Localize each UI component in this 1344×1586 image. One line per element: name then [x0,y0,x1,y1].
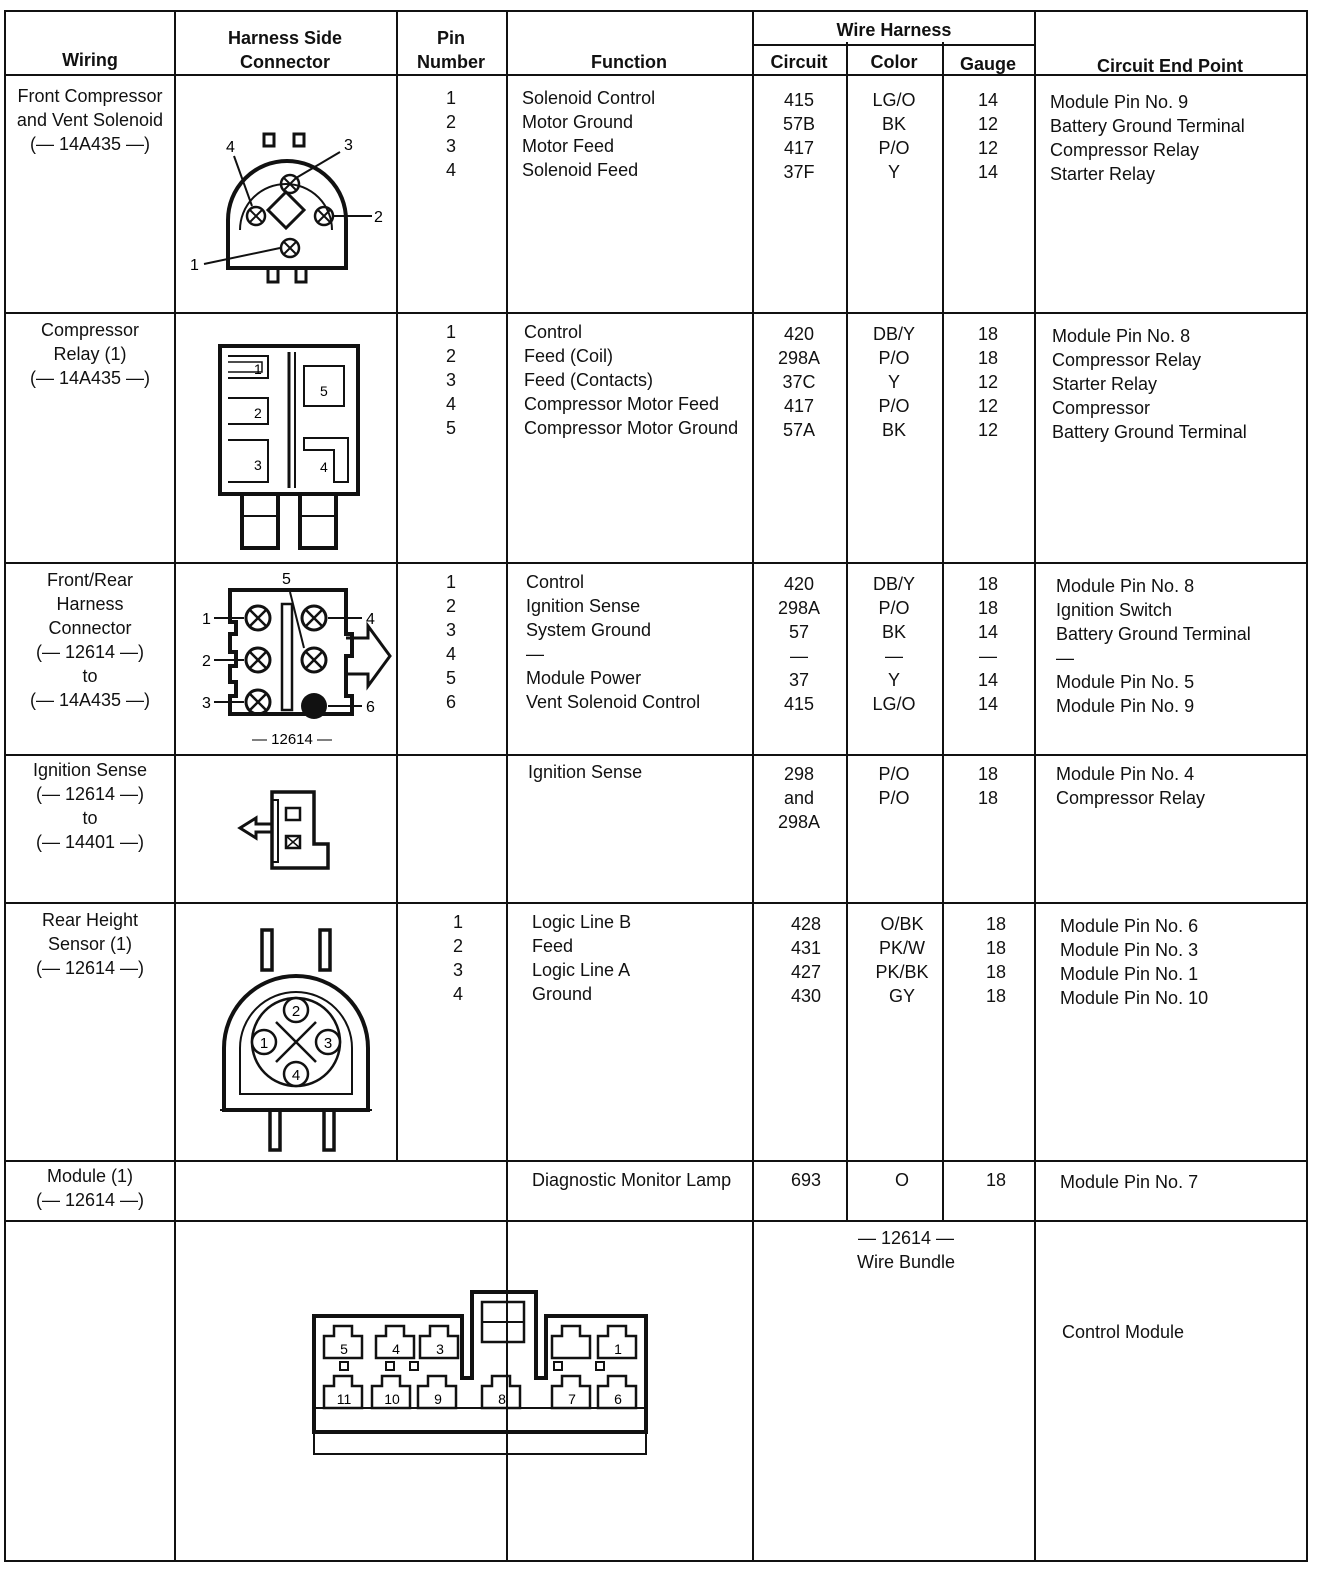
row5-wiring: Rear Height Sensor (1) (— 12614 —) [35,910,145,978]
row1-gauges: 14 12 12 14 [977,90,999,182]
row-divider [6,754,1306,756]
harness-pin-label-2: 2 [202,653,211,670]
sensor-pin-label-1: 1 [259,1035,269,1052]
relay-pin-label-4: 4 [320,459,328,475]
relay-pin-label-3: 3 [254,457,262,473]
compressor-relay-connector-diagram [216,342,366,554]
relay-pin-label-2: 2 [254,405,262,421]
module-pin-label-7: 7 [568,1391,576,1407]
row3-circuits: 420 298A 57 — 37 415 [777,574,821,714]
header-wiring: Wiring [62,50,118,70]
row-divider [6,902,1306,904]
header-circuit: Circuit [770,52,828,72]
relay-pin-label-5: 5 [320,383,328,399]
wire-bundle-label: — 12614 — Wire Bundle [856,1228,956,1272]
module-pin-label-5: 5 [340,1341,348,1357]
wire-harness-subheader-line [752,44,1036,46]
row-divider [6,1220,1306,1222]
row1-wiring: Front Compressor and Vent Solenoid (— 14A435 —) [16,86,164,154]
row5-pins: 1 2 3 4 [452,912,463,1004]
header-pin-number: Pin Number [416,28,485,72]
header-color: Color [870,52,918,72]
row1-functions: Solenoid Control Motor Ground Motor Feed Solenoid Feed [522,88,656,180]
module-pin-label-8: 8 [498,1391,506,1407]
header-function: Function [591,52,667,72]
row1-circuits: 415 57B 417 37F [782,90,816,182]
row1-colors: LG/O BK P/O Y [872,90,916,182]
control-module-connector-diagram [306,1282,656,1458]
pin-label-3: 3 [344,137,353,154]
row5-colors: O/BK PK/W PK/BK GY [875,914,929,1006]
row6-functions: Diagnostic Monitor Lamp [532,1170,732,1190]
row6-end-points: Module Pin No. 7 [1060,1172,1199,1192]
row3-gauges: 18 18 14 — 14 14 [977,574,999,714]
module-pin-label-9: 9 [434,1391,442,1407]
row3-functions: Control Ignition Sense System Ground — Module Power Vent Solenoid Control [526,572,701,712]
row4-wiring: Ignition Sense (— 12614 —) to (— 14401 —) [32,760,148,852]
row1-end-points: Module Pin No. 9 Battery Ground Terminal Compressor Relay Starter Relay [1050,92,1245,184]
module-pin-label-3: 3 [436,1341,444,1357]
header-harness-side-connector: Harness Side Connector [227,28,343,72]
harness-pin-label-5: 5 [282,571,291,588]
ignition-sense-connector-diagram [232,784,342,876]
row5-functions: Logic Line B Feed Logic Line A Ground [532,912,632,1004]
sensor-pin-label-2: 2 [291,1003,301,1020]
row-divider [6,312,1306,314]
row4-functions: Ignition Sense [528,762,643,782]
row2-colors: DB/Y P/O Y P/O BK [872,324,915,440]
row2-pins: 1 2 3 4 5 [445,322,456,438]
row5-gauges: 18 18 18 18 [985,914,1007,1006]
row-divider [6,1160,1306,1162]
col-divider [174,12,176,1562]
sensor-pin-label-4: 4 [291,1067,301,1084]
row6-circuits: 693 [790,1170,822,1190]
module-pin-label-6: 6 [614,1391,622,1407]
relay-pin-label-1: 1 [254,361,262,377]
pin-label-1: 1 [190,257,199,274]
row1-pins: 1 2 3 4 [445,88,456,180]
row5-end-points: Module Pin No. 6 Module Pin No. 3 Module Pin No. 1 Module Pin No. 10 [1060,916,1209,1008]
row4-circuits: 298 and 298A [777,764,821,832]
wiring-table [4,10,1308,1562]
module-pin-label-4: 4 [392,1341,400,1357]
pin-label-2: 2 [374,209,383,226]
row3-colors: DB/Y P/O BK — Y LG/O [872,574,916,714]
row6-colors: O [894,1170,909,1190]
row2-functions: Control Feed (Coil) Feed (Contacts) Compressor Motor Feed Compressor Motor Ground [524,322,739,438]
header-circuit-end-point: Circuit End Point [1097,56,1243,76]
row2-wiring: Compressor Relay (1) (— 14A435 —) [29,320,151,388]
harness-pin-label-6: 6 [366,699,375,716]
pin-label-4: 4 [226,139,235,156]
module-pin-label-10: 10 [384,1391,400,1407]
header-wire-harness: Wire Harness [836,20,952,40]
module-bottom-pins [324,1376,636,1408]
sensor-pin-label-3: 3 [323,1035,333,1052]
col-divider [1034,12,1036,1562]
module-top-pins [324,1326,636,1358]
compressor-solenoid-connector-diagram [182,120,388,290]
module-pin-label-11: 11 [336,1391,352,1407]
row4-gauges: 18 18 [977,764,999,808]
row4-end-points: Module Pin No. 4 Compressor Relay [1056,764,1206,808]
front-rear-harness-connector-diagram [190,564,396,750]
harness-pin-label-4: 4 [366,611,375,628]
row6-gauges: 18 [985,1170,1007,1190]
module-pin-label-1: 1 [614,1341,622,1357]
harness-connector-caption: — 12614 — [251,731,333,748]
harness-pin-label-3: 3 [202,695,211,712]
row2-end-points: Module Pin No. 8 Compressor Relay Starter Relay Compressor Battery Ground Terminal [1052,326,1247,442]
row3-pins: 1 2 3 4 5 6 [445,572,456,712]
row2-circuits: 420 298A 37C 417 57A [777,324,821,440]
header-gauge: Gauge [959,54,1016,74]
control-module-label: Control Module [1062,1322,1185,1342]
row6-wiring: Module (1) (— 12614 —) [35,1166,145,1210]
harness-pin-label-1: 1 [202,611,211,628]
row3-wiring: Front/Rear Harness Connector (— 12614 —) to (— 14A435 —) [29,570,151,710]
row5-circuits: 428 431 427 430 [790,914,822,1006]
row2-gauges: 18 18 12 12 12 [977,324,999,440]
rear-height-sensor-connector-diagram [206,924,386,1156]
row3-end-points: Module Pin No. 8 Ignition Switch Battery Ground Terminal — Module Pin No. 5 Module Pin No. 9 [1056,576,1251,716]
row4-colors: P/O P/O [878,764,910,808]
